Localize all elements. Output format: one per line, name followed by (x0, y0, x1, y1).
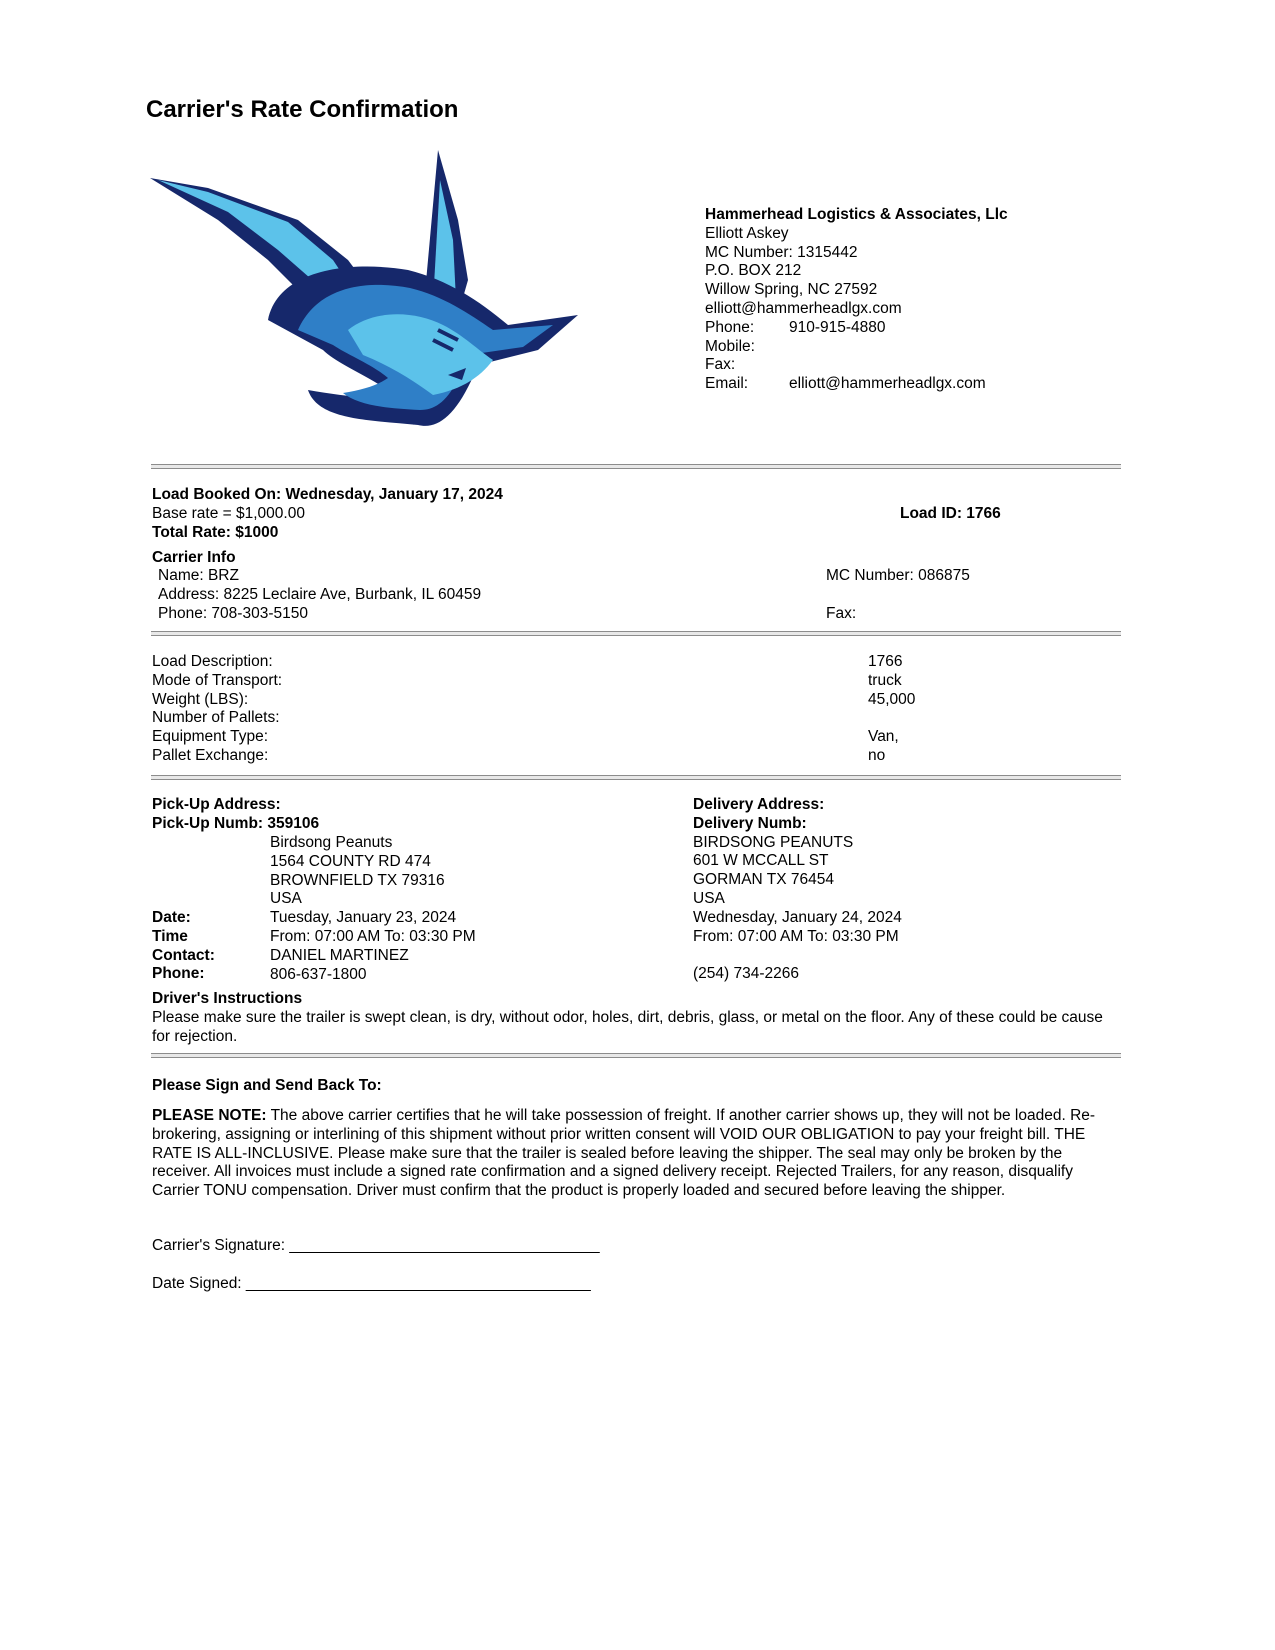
hammerhead-shark-logo-icon (148, 150, 588, 450)
pickup-contact: DANIEL MARTINEZ (270, 946, 409, 964)
company-po-box: P.O. BOX 212 (705, 262, 802, 280)
section-divider (151, 464, 1121, 469)
company-city: Willow Spring, NC 27592 (705, 281, 878, 299)
company-mobile-row (705, 338, 1008, 357)
carrier-name: Name: BRZ (158, 567, 239, 584)
delivery-street: 601 W MCCALL ST (693, 852, 829, 870)
delivery-address (693, 796, 902, 984)
company-contact: Elliott Askey (705, 224, 789, 242)
delivery-date: Wednesday, January 24, 2024 (693, 908, 902, 926)
company-phone: 910-915-4880 (789, 318, 886, 336)
pickup-name: Birdsong Peanuts (270, 834, 393, 851)
page-title: Carrier's Rate Confirmation (146, 96, 459, 123)
company-name: Hammerhead Logistics & Associates, Llc (705, 206, 1008, 223)
pickup-phone: 806-637-1800 (270, 965, 367, 983)
company-info (705, 206, 1008, 394)
date-signed-line[interactable]: Date Signed: ________________________________________ (152, 1275, 591, 1292)
section-divider (151, 631, 1121, 636)
driver-instructions-text: Please make sure the trailer is swept clean, is dry, without odor, holes, dirt, debris, glass, or metal on the floor. Any of these could be cause for rejection. (152, 1009, 1103, 1045)
load-details (152, 653, 282, 766)
pickup-labels (152, 909, 215, 984)
company-email-label: Email: (705, 375, 749, 393)
section-divider (151, 775, 1121, 780)
pickup-contact-label: Contact: (152, 946, 215, 964)
pickup-heading: Pick-Up Address: (152, 796, 281, 813)
detail-value-number-of-pallets (868, 709, 915, 728)
company-phone-row (705, 319, 1008, 338)
company-email-line: elliott@hammerheadlgx.com (705, 299, 902, 317)
detail-value-weight: 45,000 (868, 690, 916, 708)
pickup-city: BROWNFIELD TX 79316 (270, 871, 445, 889)
pickup-address (270, 834, 476, 984)
please-note-paragraph (152, 1107, 1112, 1201)
delivery-heading: Delivery Address: (693, 796, 825, 813)
detail-label-pallet-exchange: Pallet Exchange: (152, 746, 269, 764)
detail-value-pallet-exchange: no (868, 746, 886, 764)
please-note-label: PLEASE NOTE: (152, 1107, 267, 1124)
delivery-phone: (254) 734-2266 (693, 965, 799, 983)
detail-label-weight: Weight (LBS): (152, 690, 249, 708)
delivery-time: From: 07:00 AM To: 03:30 PM (693, 927, 899, 945)
pickup-date: Tuesday, January 23, 2024 (270, 909, 457, 927)
company-phone-label: Phone: (705, 318, 755, 336)
detail-value-equipment-type: Van, (868, 728, 899, 746)
company-mc-number: MC Number: 1315442 (705, 243, 858, 261)
section-divider (151, 1053, 1121, 1058)
please-note-text: The above carrier certifies that he will take possession of freight. If another carrier shows up, they will not be loaded. Re-brokering, assigning or interlining of this shipment without prior written consent will VOID OUR OBLIGATION to pay your freight bill. THE RATE IS ALL-INCLUSIVE. Please make sure that the trailer is sealed before leaving the shipper. The seal may only be broken by the receiver. All invoices must include a signed rate confirmation and a signed delivery receipt. Rejected Trailers, for any reason, disqualify Carrier TONU compensation. Driver must confirm that the product is properly loaded and secured before leaving the shipper. (152, 1107, 1096, 1200)
base-rate: Base rate = $1,000.00 (152, 505, 305, 522)
pickup-street: 1564 COUNTY RD 474 (270, 852, 431, 870)
pickup-date-label: Date: (152, 909, 191, 926)
total-rate: Total Rate: $1000 (152, 524, 279, 541)
company-email: elliott@hammerheadlgx.com (789, 375, 986, 393)
pickup-country: USA (270, 890, 302, 908)
carrier-info-heading: Carrier Info (152, 549, 236, 566)
load-booked-on: Load Booked On: Wednesday, January 17, 2024 (152, 486, 503, 503)
carrier-signature-line[interactable]: Carrier's Signature: ____________________________________ (152, 1237, 600, 1254)
load-id: Load ID: 1766 (900, 505, 1001, 522)
detail-value-load-description: 1766 (868, 653, 903, 670)
pickup-phone-label: Phone: (152, 965, 205, 983)
detail-label-load-description: Load Description: (152, 653, 273, 670)
carrier-fax: Fax: (826, 605, 857, 622)
company-fax-row (705, 356, 1008, 375)
carrier-phone: Phone: 708-303-5150 (158, 605, 308, 622)
delivery-contact (693, 946, 902, 965)
sign-heading: Please Sign and Send Back To: (152, 1077, 382, 1094)
company-mobile-label: Mobile: (705, 337, 755, 355)
carrier-address: Address: 8225 Leclaire Ave, Burbank, IL 60459 (158, 586, 482, 603)
pickup-number: Pick-Up Numb: 359106 (152, 815, 320, 832)
detail-label-number-of-pallets: Number of Pallets: (152, 709, 280, 727)
detail-label-equipment-type: Equipment Type: (152, 728, 269, 746)
delivery-city: GORMAN TX 76454 (693, 871, 834, 889)
company-email-row (705, 375, 1008, 394)
company-fax-label: Fax: (705, 356, 736, 374)
detail-value-mode-of-transport: truck (868, 671, 902, 689)
pickup-time-label: Time (152, 927, 188, 945)
detail-label-mode-of-transport: Mode of Transport: (152, 671, 283, 689)
delivery-country: USA (693, 889, 725, 907)
delivery-number: Delivery Numb: (693, 814, 807, 832)
pickup-time: From: 07:00 AM To: 03:30 PM (270, 927, 476, 945)
delivery-name: BIRDSONG PEANUTS (693, 833, 854, 851)
load-detail-values (868, 653, 915, 766)
driver-instructions-heading: Driver's Instructions (152, 990, 303, 1007)
carrier-mc-number: MC Number: 086875 (826, 567, 970, 584)
